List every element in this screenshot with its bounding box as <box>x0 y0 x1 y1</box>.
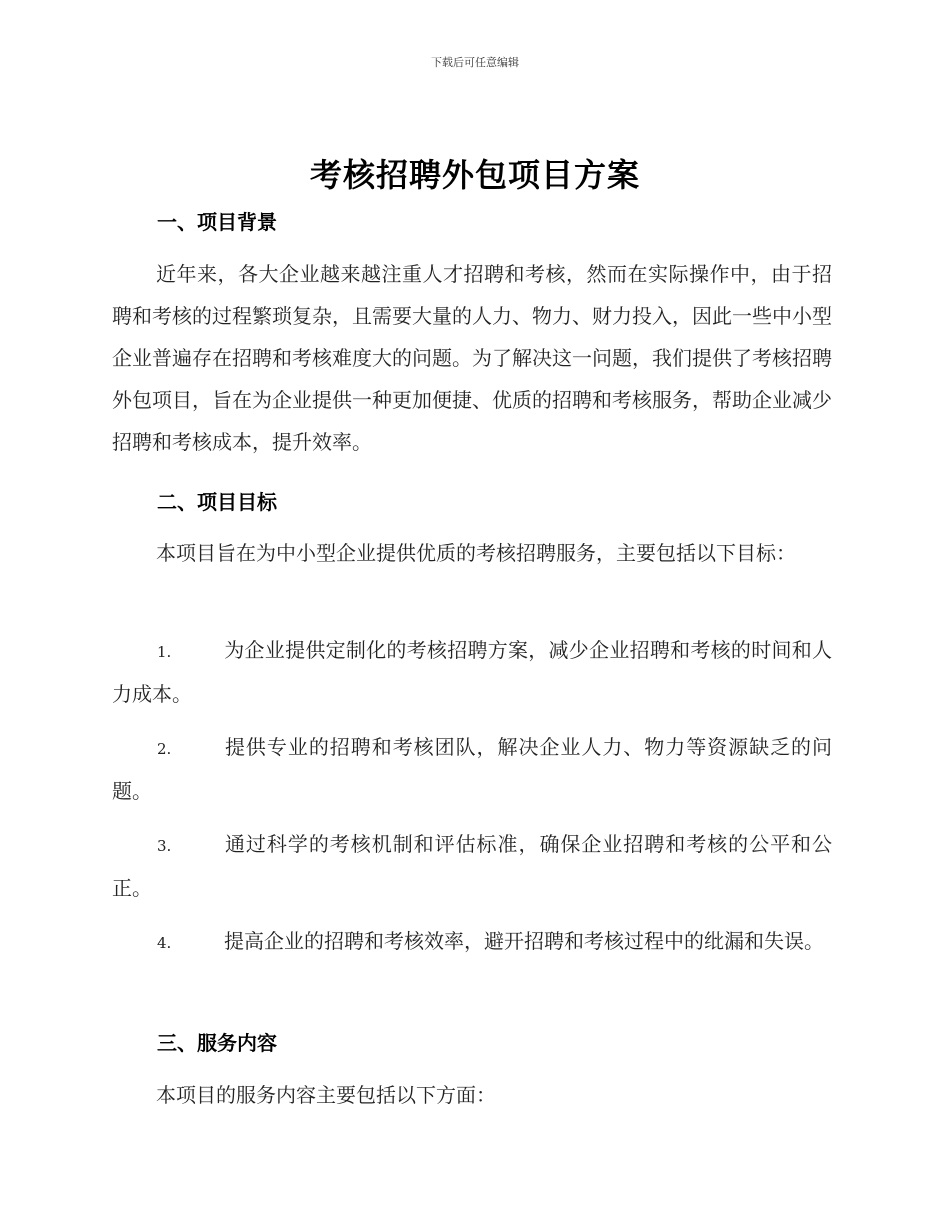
list-item <box>112 920 832 964</box>
document-title: 考核招聘外包项目方案 <box>309 156 640 194</box>
section-heading-background: 一、项目背景 <box>157 210 277 234</box>
list-item-number: 4. <box>157 934 172 952</box>
list-item-text: 提高企业的招聘和考核效率，避开招聘和考核过程中的纰漏和失误。 <box>224 929 824 953</box>
list-item <box>112 823 832 909</box>
list-item <box>112 726 832 812</box>
section-heading-goals: 二、项目目标 <box>157 490 277 514</box>
list-item-text: 提供专业的招聘和考核团队，解决企业人力、物力等资源缺乏的问题。 <box>112 735 832 803</box>
header-note: 下载后可任意编辑 <box>431 56 519 69</box>
section-heading-services: 三、服务内容 <box>157 1031 277 1055</box>
list-item-text: 通过科学的考核机制和评估标准，确保企业招聘和考核的公平和公正。 <box>112 832 832 900</box>
section-paragraph-goals: 本项目旨在为中小型企业提供优质的考核招聘服务，主要包括以下目标： <box>156 541 796 565</box>
list-item <box>112 629 832 715</box>
section-paragraph-background: 近年来，各大企业越来越注重人才招聘和考核，然而在实际操作中，由于招聘和考核的过程繁琐复杂，且需要大量的人力、物力、财力投入，因此一些中小型企业普遍存在招聘和考核难度大的问题。为了解决这一问题，我们提供了考核招聘外包项目，旨在为企业提供一种更加便捷、优质的招聘和考核服务，帮助企业减少招聘和考核成本，提升效率。 <box>112 262 832 454</box>
list-item-text: 为企业提供定制化的考核招聘方案，减少企业招聘和考核的时间和人力成本。 <box>112 638 832 706</box>
list-item-number: 3. <box>157 837 172 855</box>
list-item-number: 1. <box>157 643 172 661</box>
list-item-number: 2. <box>157 740 172 758</box>
section-paragraph-services: 本项目的服务内容主要包括以下方面： <box>156 1083 496 1107</box>
